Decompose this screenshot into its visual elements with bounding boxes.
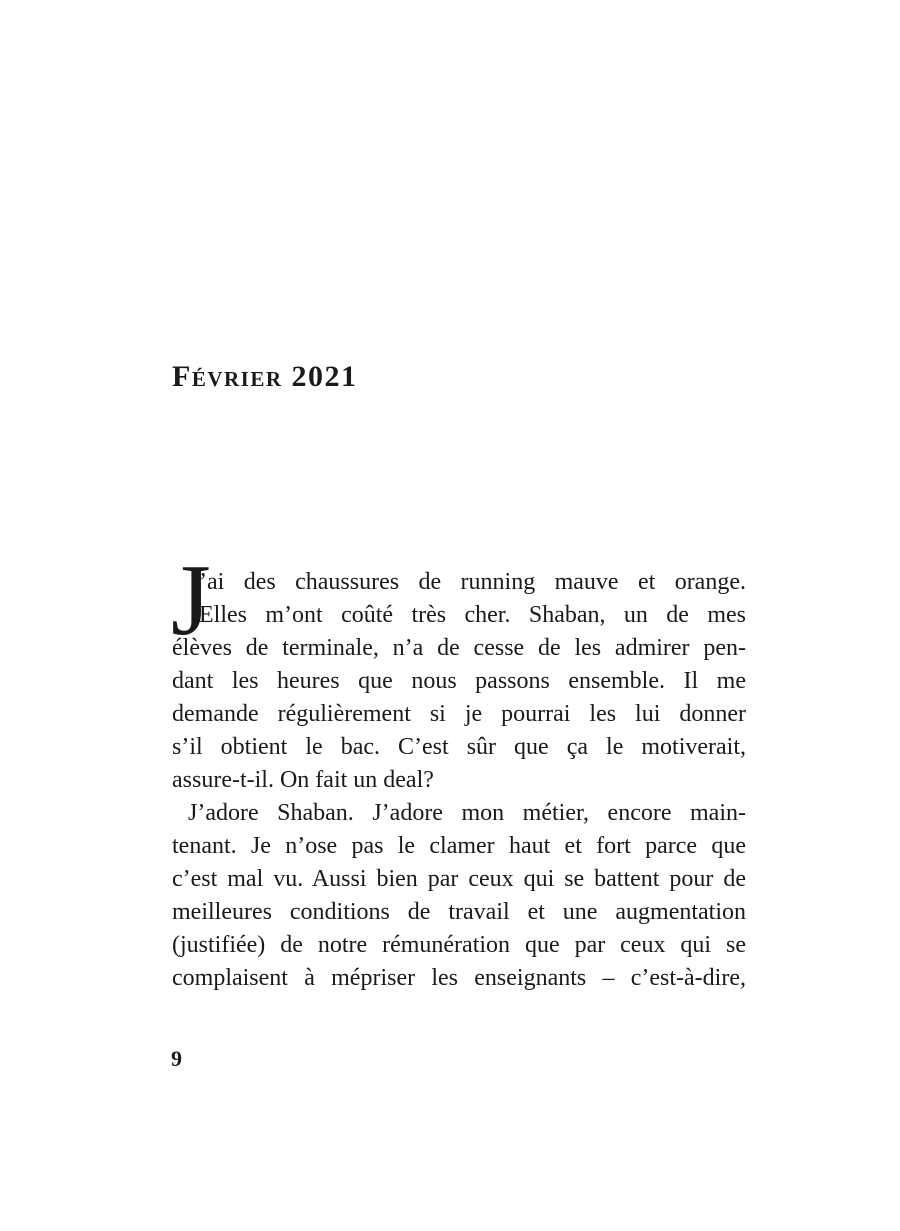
text-line: dant les heures que nous passons ensemble. Il me bbox=[172, 668, 746, 694]
text-line: s’il obtient le bac. C’est sûr que ça le motiverait, bbox=[172, 734, 746, 760]
text-line: tenant. Je n’ose pas le clamer haut et fort parce que bbox=[172, 833, 746, 859]
text-line: élèves de terminale, n’a de cesse de les admirer pen- bbox=[172, 635, 746, 661]
chapter-heading: Février 2021 bbox=[172, 360, 358, 393]
text-line: (justifiée) de notre rémunération que par ceux qui se bbox=[172, 932, 746, 958]
drop-cap-spacer bbox=[172, 566, 199, 632]
text-line: Elles m’ont coûté très cher. Shaban, un de mes bbox=[199, 602, 746, 628]
text-line: assure-t-il. On fait un deal? bbox=[172, 767, 434, 793]
text-line: J’adore Shaban. J’adore mon métier, encore main- bbox=[188, 800, 746, 826]
text-line: meilleures conditions de travail et une augmentation bbox=[172, 899, 746, 925]
text-line: c’est mal vu. Aussi bien par ceux qui se battent pour de bbox=[172, 866, 746, 892]
page-number: 9 bbox=[171, 1046, 182, 1071]
body-text bbox=[172, 566, 746, 995]
text-line: ’ai des chaussures de running mauve et orange. bbox=[199, 569, 746, 595]
drop-cap: J bbox=[171, 544, 211, 657]
paragraph-one bbox=[172, 566, 746, 797]
paragraph-two bbox=[172, 797, 746, 995]
text-line: demande régulièrement si je pourrai les lui donner bbox=[172, 701, 746, 727]
text-line: complaisent à mépriser les enseignants – c’est-à-dire, bbox=[172, 965, 746, 991]
